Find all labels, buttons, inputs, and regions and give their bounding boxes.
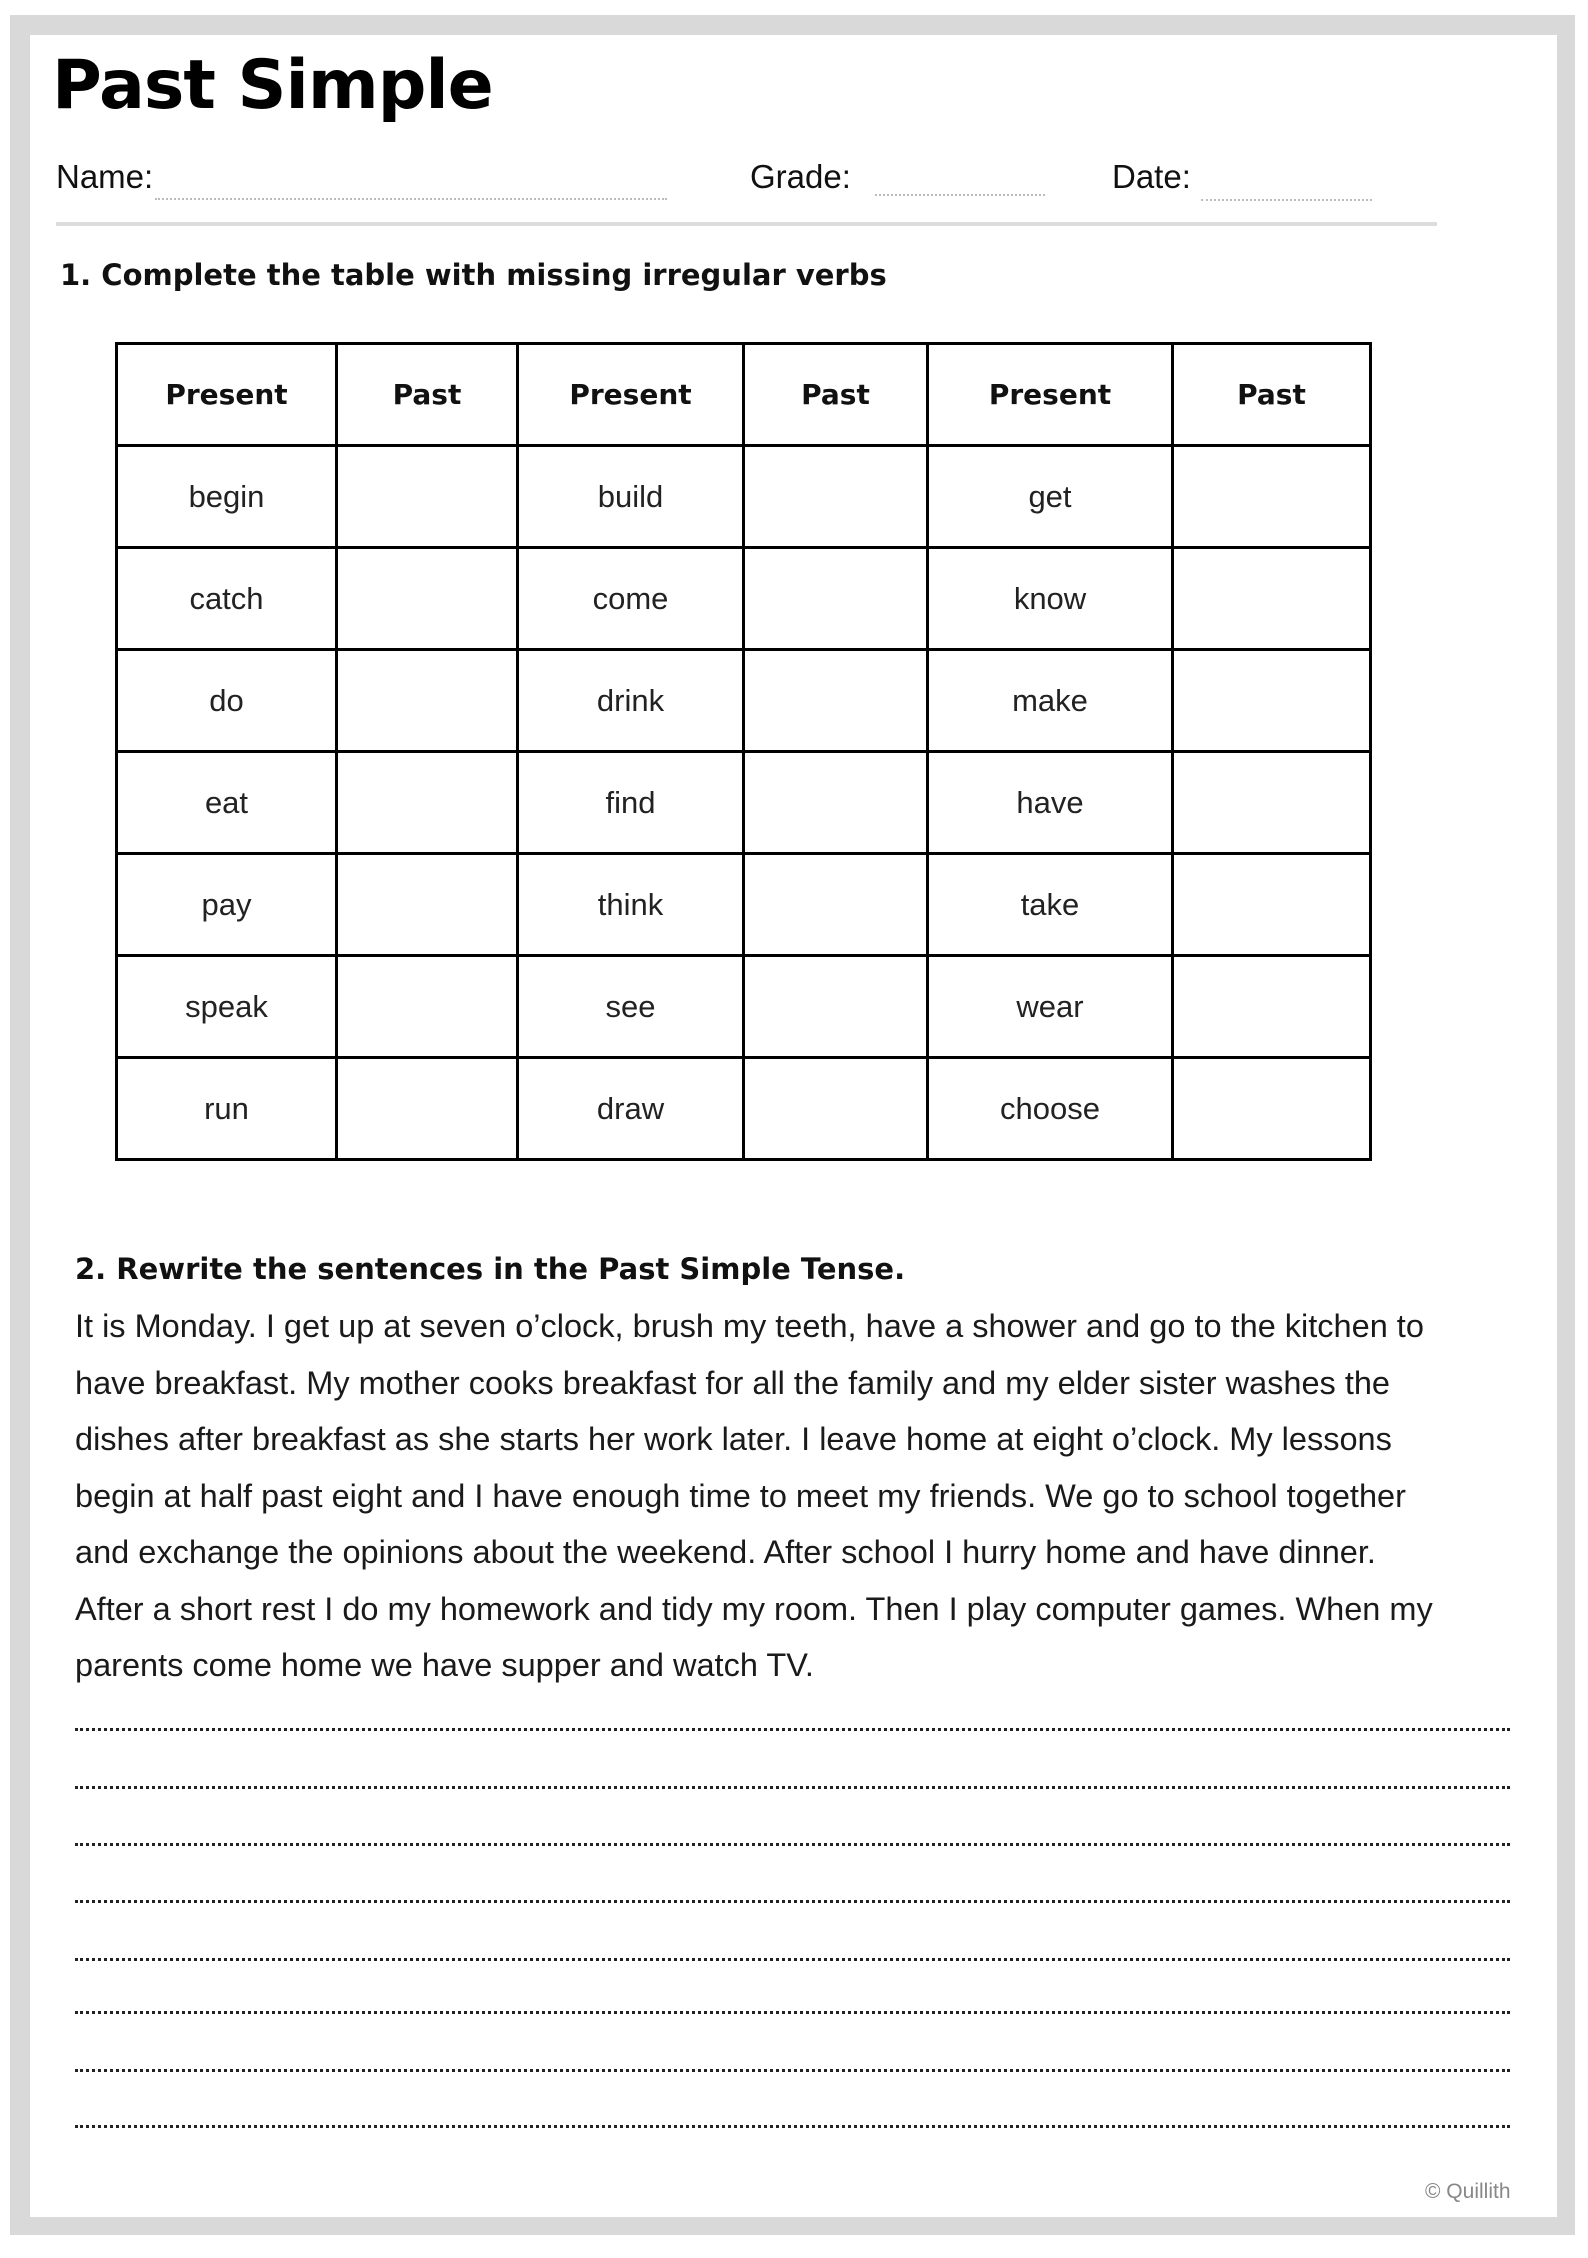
present-verb-cell: eat: [117, 752, 337, 854]
answer-line[interactable]: [75, 2069, 1510, 2072]
table-row: [117, 854, 1371, 956]
column-header: Present: [518, 344, 744, 446]
present-verb-cell: speak: [117, 956, 337, 1058]
past-answer-cell[interactable]: [744, 446, 928, 548]
present-verb-cell: come: [518, 548, 744, 650]
answer-line[interactable]: [75, 2125, 1510, 2128]
past-answer-cell[interactable]: [1173, 752, 1371, 854]
page-title: Past Simple: [52, 46, 493, 125]
past-answer-cell[interactable]: [337, 752, 518, 854]
past-answer-cell[interactable]: [744, 752, 928, 854]
table-row: [117, 446, 1371, 548]
column-header: Past: [1173, 344, 1371, 446]
header-divider: [56, 222, 1437, 226]
past-answer-cell[interactable]: [1173, 1058, 1371, 1160]
past-answer-cell[interactable]: [744, 1058, 928, 1160]
paragraph-line: and exchange the opinions about the weekend. After school I hurry home and have dinner.: [75, 1534, 1376, 1570]
answer-line[interactable]: [75, 1786, 1510, 1789]
paragraph-line: dishes after breakfast as she starts her work later. I leave home at eight o’clock. My lessons: [75, 1421, 1392, 1457]
table-row: [117, 650, 1371, 752]
past-answer-cell[interactable]: [337, 548, 518, 650]
past-answer-cell[interactable]: [1173, 548, 1371, 650]
present-verb-cell: wear: [928, 956, 1173, 1058]
past-answer-cell[interactable]: [1173, 956, 1371, 1058]
present-verb-cell: take: [928, 854, 1173, 956]
answer-line[interactable]: [75, 1843, 1510, 1846]
section2-heading: 2. Rewrite the sentences in the Past Simple Tense.: [75, 1252, 906, 1286]
answer-line[interactable]: [75, 1728, 1510, 1731]
present-verb-cell: have: [928, 752, 1173, 854]
present-verb-cell: know: [928, 548, 1173, 650]
column-header: Past: [744, 344, 928, 446]
table-row: [117, 956, 1371, 1058]
grade-label: Grade:: [750, 158, 851, 195]
present-verb-cell: see: [518, 956, 744, 1058]
date-field[interactable]: [1201, 199, 1372, 201]
past-answer-cell[interactable]: [744, 548, 928, 650]
table-row: [117, 1058, 1371, 1160]
paragraph-line: parents come home we have supper and watch TV.: [75, 1647, 814, 1683]
present-verb-cell: think: [518, 854, 744, 956]
column-header: Past: [337, 344, 518, 446]
answer-line[interactable]: [75, 1958, 1510, 1961]
present-verb-cell: make: [928, 650, 1173, 752]
present-verb-cell: drink: [518, 650, 744, 752]
present-verb-cell: build: [518, 446, 744, 548]
present-verb-cell: find: [518, 752, 744, 854]
paragraph-line: It is Monday. I get up at seven o’clock, brush my teeth, have a shower and go to the kitchen to: [75, 1308, 1424, 1344]
column-header: Present: [117, 344, 337, 446]
present-verb-cell: pay: [117, 854, 337, 956]
present-verb-cell: draw: [518, 1058, 744, 1160]
past-answer-cell[interactable]: [1173, 446, 1371, 548]
past-answer-cell[interactable]: [1173, 650, 1371, 752]
name-field[interactable]: [155, 198, 667, 200]
past-answer-cell[interactable]: [744, 956, 928, 1058]
present-verb-cell: choose: [928, 1058, 1173, 1160]
past-answer-cell[interactable]: [337, 1058, 518, 1160]
date-label: Date:: [1112, 158, 1191, 195]
past-answer-cell[interactable]: [337, 854, 518, 956]
section1-heading: 1. Complete the table with missing irregular verbs: [60, 258, 887, 292]
present-verb-cell: begin: [117, 446, 337, 548]
verbs-table: [115, 342, 1372, 1161]
present-verb-cell: run: [117, 1058, 337, 1160]
paragraph-line: begin at half past eight and I have enough time to meet my friends. We go to school together: [75, 1477, 1406, 1514]
story-paragraph: [75, 1298, 1433, 1694]
name-label: Name:: [56, 158, 154, 195]
copyright-text: © Quillith: [1425, 2180, 1511, 2203]
present-verb-cell: catch: [117, 548, 337, 650]
grade-field[interactable]: [875, 194, 1045, 196]
table-row: [117, 752, 1371, 854]
present-verb-cell: get: [928, 446, 1173, 548]
answer-line[interactable]: [75, 1900, 1510, 1903]
answer-line[interactable]: [75, 2011, 1510, 2014]
past-answer-cell[interactable]: [1173, 854, 1371, 956]
paragraph-line: have breakfast. My mother cooks breakfast for all the family and my elder sister washes the: [75, 1364, 1391, 1401]
past-answer-cell[interactable]: [744, 650, 928, 752]
past-answer-cell[interactable]: [337, 446, 518, 548]
paragraph-line: After a short rest I do my homework and tidy my room. Then I play computer games. When my: [75, 1590, 1433, 1627]
past-answer-cell[interactable]: [744, 854, 928, 956]
table-row: [117, 548, 1371, 650]
past-answer-cell[interactable]: [337, 650, 518, 752]
column-header: Present: [928, 344, 1173, 446]
past-answer-cell[interactable]: [337, 956, 518, 1058]
present-verb-cell: do: [117, 650, 337, 752]
